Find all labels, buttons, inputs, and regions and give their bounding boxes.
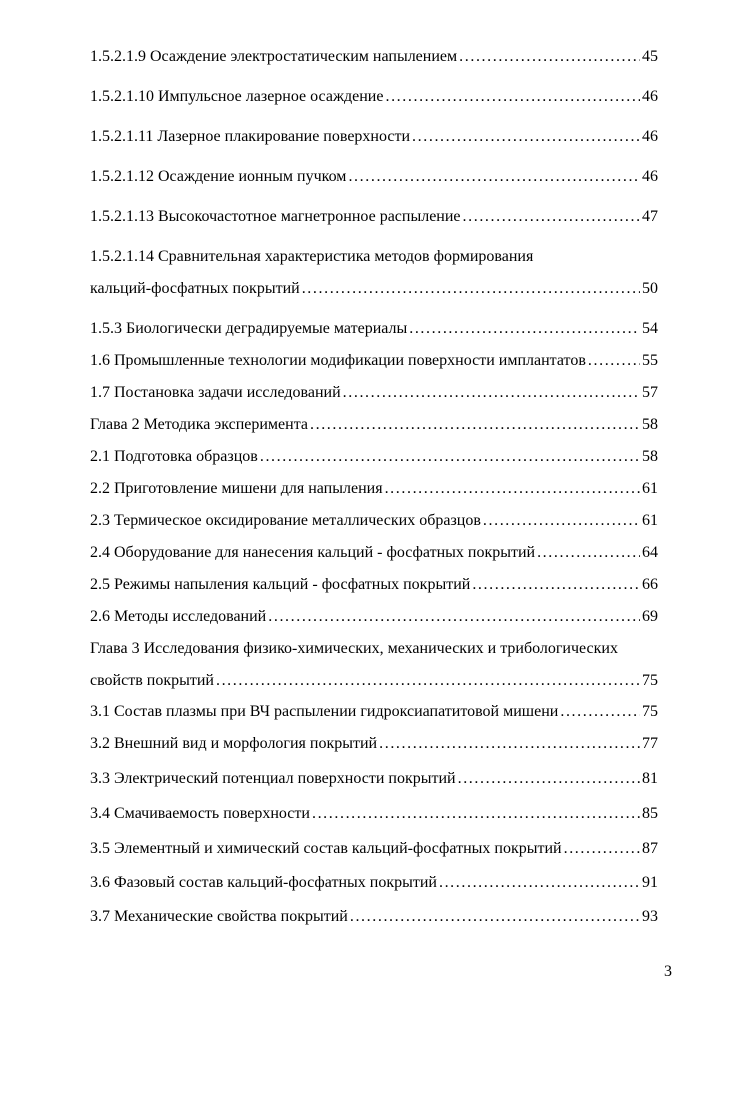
dot-leader	[260, 448, 640, 466]
toc-row	[90, 608, 658, 626]
toc-row	[90, 384, 658, 402]
dot-leader	[385, 88, 640, 106]
toc-entry-title: 2.6 Методы исследований	[90, 608, 267, 625]
toc-entry-page: 61	[642, 512, 658, 529]
dot-leader	[343, 384, 640, 402]
toc-entry-title-line-1: Глава 3 Исследования физико-химических, механических и трибологических	[90, 640, 618, 657]
dot-leader	[302, 280, 640, 298]
toc-entry-page: 91	[642, 874, 658, 891]
dot-leader	[312, 805, 640, 823]
toc-entry	[90, 908, 658, 926]
toc-entry-page: 75	[642, 703, 658, 720]
toc-entry-page: 93	[642, 908, 658, 925]
toc-entry	[90, 608, 658, 626]
dot-leader	[458, 770, 640, 788]
toc-entry	[90, 874, 658, 892]
toc-entry-title: 2.1 Подготовка образцов	[90, 448, 258, 465]
toc-entry-page: 85	[642, 805, 658, 822]
toc-row	[90, 908, 658, 926]
toc-entry-page: 87	[642, 840, 658, 857]
toc-row	[90, 544, 658, 562]
toc-entry	[90, 88, 658, 106]
toc-entry-page: 69	[642, 608, 658, 625]
toc-row	[90, 168, 658, 186]
toc-row	[90, 320, 658, 338]
toc-entry	[90, 576, 658, 594]
toc-entry-title: 3.7 Механические свойства покрытий	[90, 908, 348, 925]
toc-entry-title: 2.2 Приготовление мишени для напыления	[90, 480, 383, 497]
dot-leader	[483, 512, 640, 530]
toc-row	[90, 805, 658, 823]
toc-entry-page: 77	[642, 735, 658, 752]
toc-row	[90, 735, 658, 753]
toc-row	[90, 512, 658, 530]
toc-entry-title: свойств покрытий	[90, 672, 214, 689]
toc-entry	[90, 512, 658, 530]
toc-entry	[90, 735, 658, 753]
dot-leader	[348, 168, 640, 186]
dot-leader	[537, 544, 640, 562]
toc-row	[90, 208, 658, 226]
toc-entry	[90, 640, 658, 690]
toc-entry	[90, 480, 658, 498]
toc-entry-page: 57	[642, 384, 658, 401]
toc-entry-title: 1.7 Постановка задачи исследований	[90, 384, 341, 401]
toc-entry-title: 1.5.2.1.11 Лазерное плакирование поверхности	[90, 128, 411, 145]
toc-row	[90, 128, 658, 146]
dot-leader	[588, 352, 640, 370]
toc-entry-page: 46	[642, 168, 658, 185]
toc-entry-title: 3.5 Элементный и химический состав кальций-фосфатных покрытий	[90, 840, 562, 857]
toc-entry	[90, 703, 658, 721]
toc-row	[90, 352, 658, 370]
toc-entry-title-line-1: 1.5.2.1.14 Сравнительная характеристика методов формирования	[90, 248, 534, 265]
dot-leader	[560, 703, 640, 721]
dot-leader	[412, 128, 640, 146]
toc-row	[90, 576, 658, 594]
toc-entry	[90, 352, 658, 370]
page-number: 3	[664, 963, 672, 980]
toc-entry-title: Глава 2 Методика эксперимента	[90, 416, 308, 433]
dot-leader	[350, 908, 640, 926]
toc-entry-title: 3.6 Фазовый состав кальций-фосфатных покрытий	[90, 874, 437, 891]
toc-entry-title: 3.3 Электрический потенциал поверхности покрытий	[90, 770, 456, 787]
dot-leader	[409, 320, 640, 338]
dot-leader	[564, 840, 640, 858]
toc-row	[90, 448, 658, 466]
toc-entry	[90, 544, 658, 562]
toc-entry-title: 3.4 Смачиваемость поверхности	[90, 805, 310, 822]
toc-row	[90, 48, 658, 66]
toc-entry-title: 1.5.3 Биологически деградируемые материалы	[90, 320, 408, 337]
toc-entry-page: 58	[642, 416, 658, 433]
toc-entry	[90, 840, 658, 858]
toc-entry-title: 2.4 Оборудование для нанесения кальций - фосфатных покрытий	[90, 544, 536, 561]
toc-entry-page: 64	[642, 544, 658, 561]
toc-entry-page: 81	[642, 770, 658, 787]
dot-leader	[268, 608, 640, 626]
toc-entry	[90, 320, 658, 338]
toc-row	[90, 672, 658, 690]
dot-leader	[310, 416, 640, 434]
toc-entry-page: 46	[642, 88, 658, 105]
toc-entry-page: 66	[642, 576, 658, 593]
toc-entry	[90, 128, 658, 146]
dot-leader	[472, 576, 640, 594]
toc-entry	[90, 416, 658, 434]
toc-entry-page: 54	[642, 320, 658, 337]
toc-entry	[90, 805, 658, 823]
toc-entry	[90, 208, 658, 226]
toc-entry	[90, 384, 658, 402]
toc-entry-page: 75	[642, 672, 658, 689]
dot-leader	[439, 874, 640, 892]
dot-leader	[216, 672, 640, 690]
toc-entry-title: 3.1 Состав плазмы при ВЧ распылении гидроксиапатитовой мишени	[90, 703, 559, 720]
dot-leader	[459, 48, 640, 66]
toc-entry-page: 61	[642, 480, 658, 497]
toc-entry	[90, 248, 658, 298]
toc-row	[90, 703, 658, 721]
dot-leader	[379, 735, 640, 753]
toc-entry-title: 2.3 Термическое оксидирование металлических образцов	[90, 512, 481, 529]
toc-entry-title: кальций-фосфатных покрытий	[90, 280, 300, 297]
toc-entry-page: 45	[642, 48, 658, 65]
toc-row	[90, 840, 658, 858]
toc-entry-title: 1.5.2.1.12 Осаждение ионным пучком	[90, 168, 347, 185]
toc-entry	[90, 168, 658, 186]
toc-entry-title: 2.5 Режимы напыления кальций - фосфатных покрытий	[90, 576, 471, 593]
toc-entry-page: 50	[642, 280, 658, 297]
toc-row	[90, 280, 658, 298]
toc-entry-page: 46	[642, 128, 658, 145]
toc-entry	[90, 448, 658, 466]
toc-entry-title: 1.6 Промышленные технологии модификации поверхности имплантатов	[90, 352, 586, 369]
toc-entry-title: 1.5.2.1.9 Осаждение электростатическим напылением	[90, 48, 458, 65]
toc-row	[90, 88, 658, 106]
toc-entry-page: 47	[642, 208, 658, 225]
toc-entry-page: 58	[642, 448, 658, 465]
dot-leader	[463, 208, 640, 226]
toc-entry	[90, 48, 658, 66]
toc-entry-title: 1.5.2.1.13 Высокочастотное магнетронное распыление	[90, 208, 461, 225]
toc-entry-title: 1.5.2.1.10 Импульсное лазерное осаждение	[90, 88, 384, 105]
toc-entry-title: 3.2 Внешний вид и морфология покрытий	[90, 735, 378, 752]
toc-row	[90, 874, 658, 892]
dot-leader	[385, 480, 640, 498]
toc-entry-page: 55	[642, 352, 658, 369]
toc-row	[90, 770, 658, 788]
toc-row	[90, 480, 658, 498]
toc-entry	[90, 770, 658, 788]
toc-row	[90, 416, 658, 434]
